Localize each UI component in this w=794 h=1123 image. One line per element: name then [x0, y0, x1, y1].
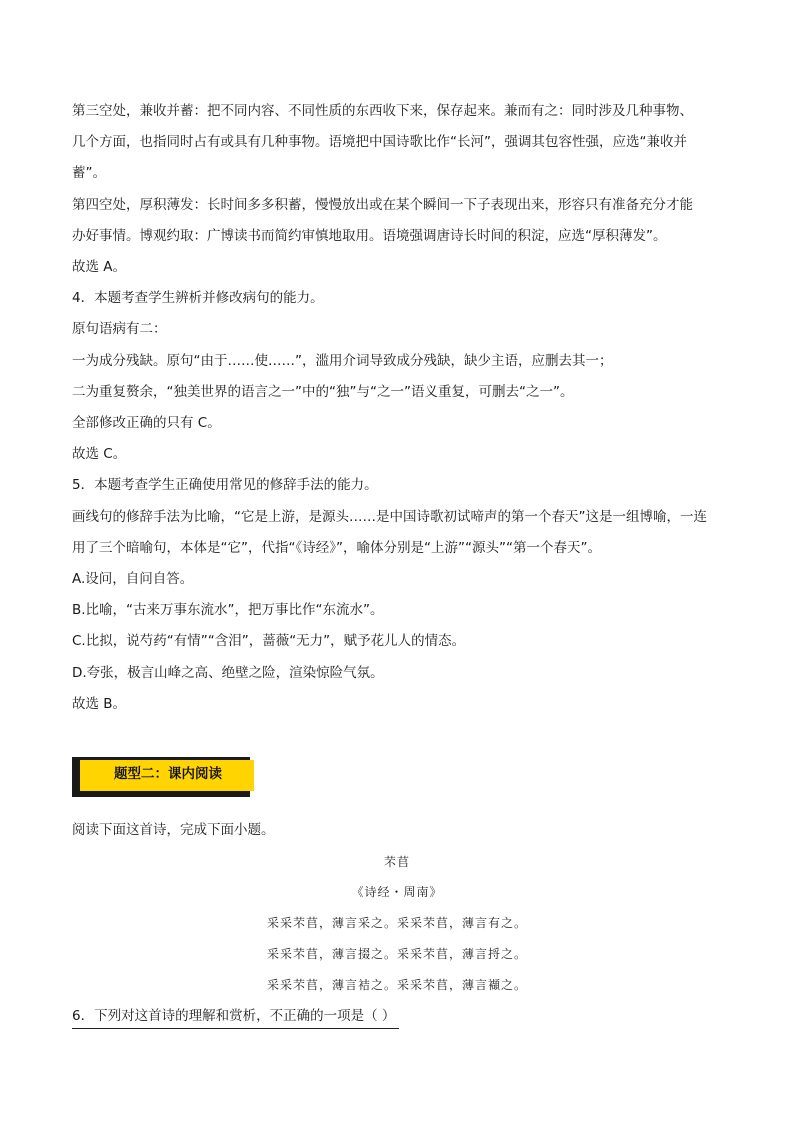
text-line: 第三空处，兼收并蓄：把不同内容、不同性质的东西收下来，保存起来。兼而有之：同时涉及几种事物、: [72, 103, 693, 119]
text-line: 办好事情。博观约取：广博读书而简约审慎地取用。语境强调唐诗长时间的积淀，应选“厚积薄发”。: [72, 228, 667, 244]
poem-title: 芣苢: [383, 855, 410, 869]
text-line: 蓄”。: [72, 165, 106, 181]
text-line: 用了三个暗喻句，本体是“它”，代指“《诗经》”，喻体分别是“上游”“源头”“第一个春天”。: [72, 540, 601, 556]
text-line: D.夸张，极言山峰之高、绝壁之险，渲染惊险气氛。: [72, 665, 384, 681]
text-line: C.比拟，说芍药“有情”“含泪”，蔷薇“无力”，赋予花儿人的情态。: [72, 633, 466, 649]
text-line: B.比喻，“古来万事东流水”，把万事比作“东流水”。: [72, 602, 384, 618]
poem-line: 采采芣苢，薄言掇之。采采芣苢，薄言捋之。: [266, 947, 527, 961]
text-line: 一为成分残缺。原句“由于……使……”，滥用介词导致成分残缺，缺少主语，应删去其一；: [72, 353, 613, 369]
banner-cap: [72, 757, 80, 797]
poem-line: 采采芣苢，薄言袺之。采采芣苢，薄言襭之。: [266, 978, 527, 992]
section-banner: [72, 757, 256, 797]
text-line: 全部修改正确的只有 C。: [72, 415, 221, 431]
text-line: 5．本题考查学生正确使用常见的修辞手法的能力。: [72, 477, 378, 493]
text-line: 故选 B。: [72, 696, 127, 712]
text-line: 原句语病有二：: [72, 321, 167, 337]
text-line: A.设问，自问自答。: [72, 571, 194, 587]
text-line: 二为重复赘余，“独美世界的语言之一”中的“独”与“之一”语义重复，可删去“之一”。: [72, 384, 574, 400]
poem-line: 采采芣苢，薄言采之。采采芣苢，薄言有之。: [266, 916, 527, 930]
text-line: 第四空处，厚积薄发：长时间多多积蓄，慢慢放出或在某个瞬间一下子表现出来，形容只有准备充分才能: [72, 197, 693, 213]
reading-intro: 阅读下面这首诗，完成下面小题。: [72, 822, 275, 838]
text-line: 画线句的修辞手法为比喻，“它是上游，是源头……是中国诗歌初试啼声的第一个春天”这是一组博喻，一连: [72, 509, 707, 525]
question-6: 6．下列对这首诗的理解和赏析，不正确的一项是（ ）: [72, 1004, 399, 1029]
text-line: 4．本题考查学生辨析并修改病句的能力。: [72, 290, 324, 306]
section-title: 题型二：课内阅读: [114, 766, 222, 782]
text-line: 故选 A。: [72, 259, 127, 275]
text-line: 几个方面，也指同时占有或具有几种事物。语境把中国诗歌比作“长河”，强调其包容性强，应选“兼收并: [72, 134, 687, 150]
poem-source: 《诗经・周南》: [351, 885, 443, 899]
text-line: 故选 C。: [72, 446, 127, 462]
